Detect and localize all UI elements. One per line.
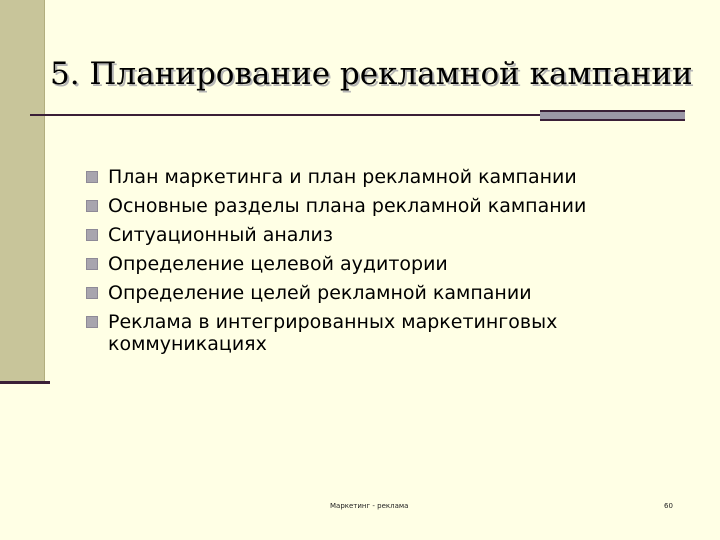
bullet-text: Ситуационный анализ	[108, 224, 334, 246]
square-bullet-icon	[86, 171, 98, 183]
square-bullet-icon	[86, 229, 98, 241]
page-number: 60	[664, 502, 673, 510]
bullet-list	[86, 166, 706, 362]
bullet-item	[86, 311, 706, 355]
bullet-item	[86, 166, 706, 188]
bullet-text: Определение целевой аудитории	[108, 253, 448, 275]
square-bullet-icon	[86, 287, 98, 299]
bullet-text: Основные разделы плана рекламной кампании	[108, 195, 587, 217]
bullet-item	[86, 253, 706, 275]
bullet-text: Определение целей рекламной кампании	[108, 282, 532, 304]
side-decor-band	[0, 0, 45, 382]
bullet-item	[86, 195, 706, 217]
footer-text: Маркетинг - реклама	[330, 502, 409, 510]
bullet-text: План маркетинга и план рекламной кампании	[108, 166, 577, 188]
bullet-text: Реклама в интегрированных маркетинговых коммуникациях	[108, 311, 558, 355]
bullet-item	[86, 282, 706, 304]
square-bullet-icon	[86, 316, 98, 328]
slide-title: 5. Планирование рекламной кампании	[50, 56, 693, 92]
title-accent-bar	[540, 110, 685, 121]
side-decor-rule	[0, 381, 50, 384]
square-bullet-icon	[86, 200, 98, 212]
bullet-item	[86, 224, 706, 246]
square-bullet-icon	[86, 258, 98, 270]
